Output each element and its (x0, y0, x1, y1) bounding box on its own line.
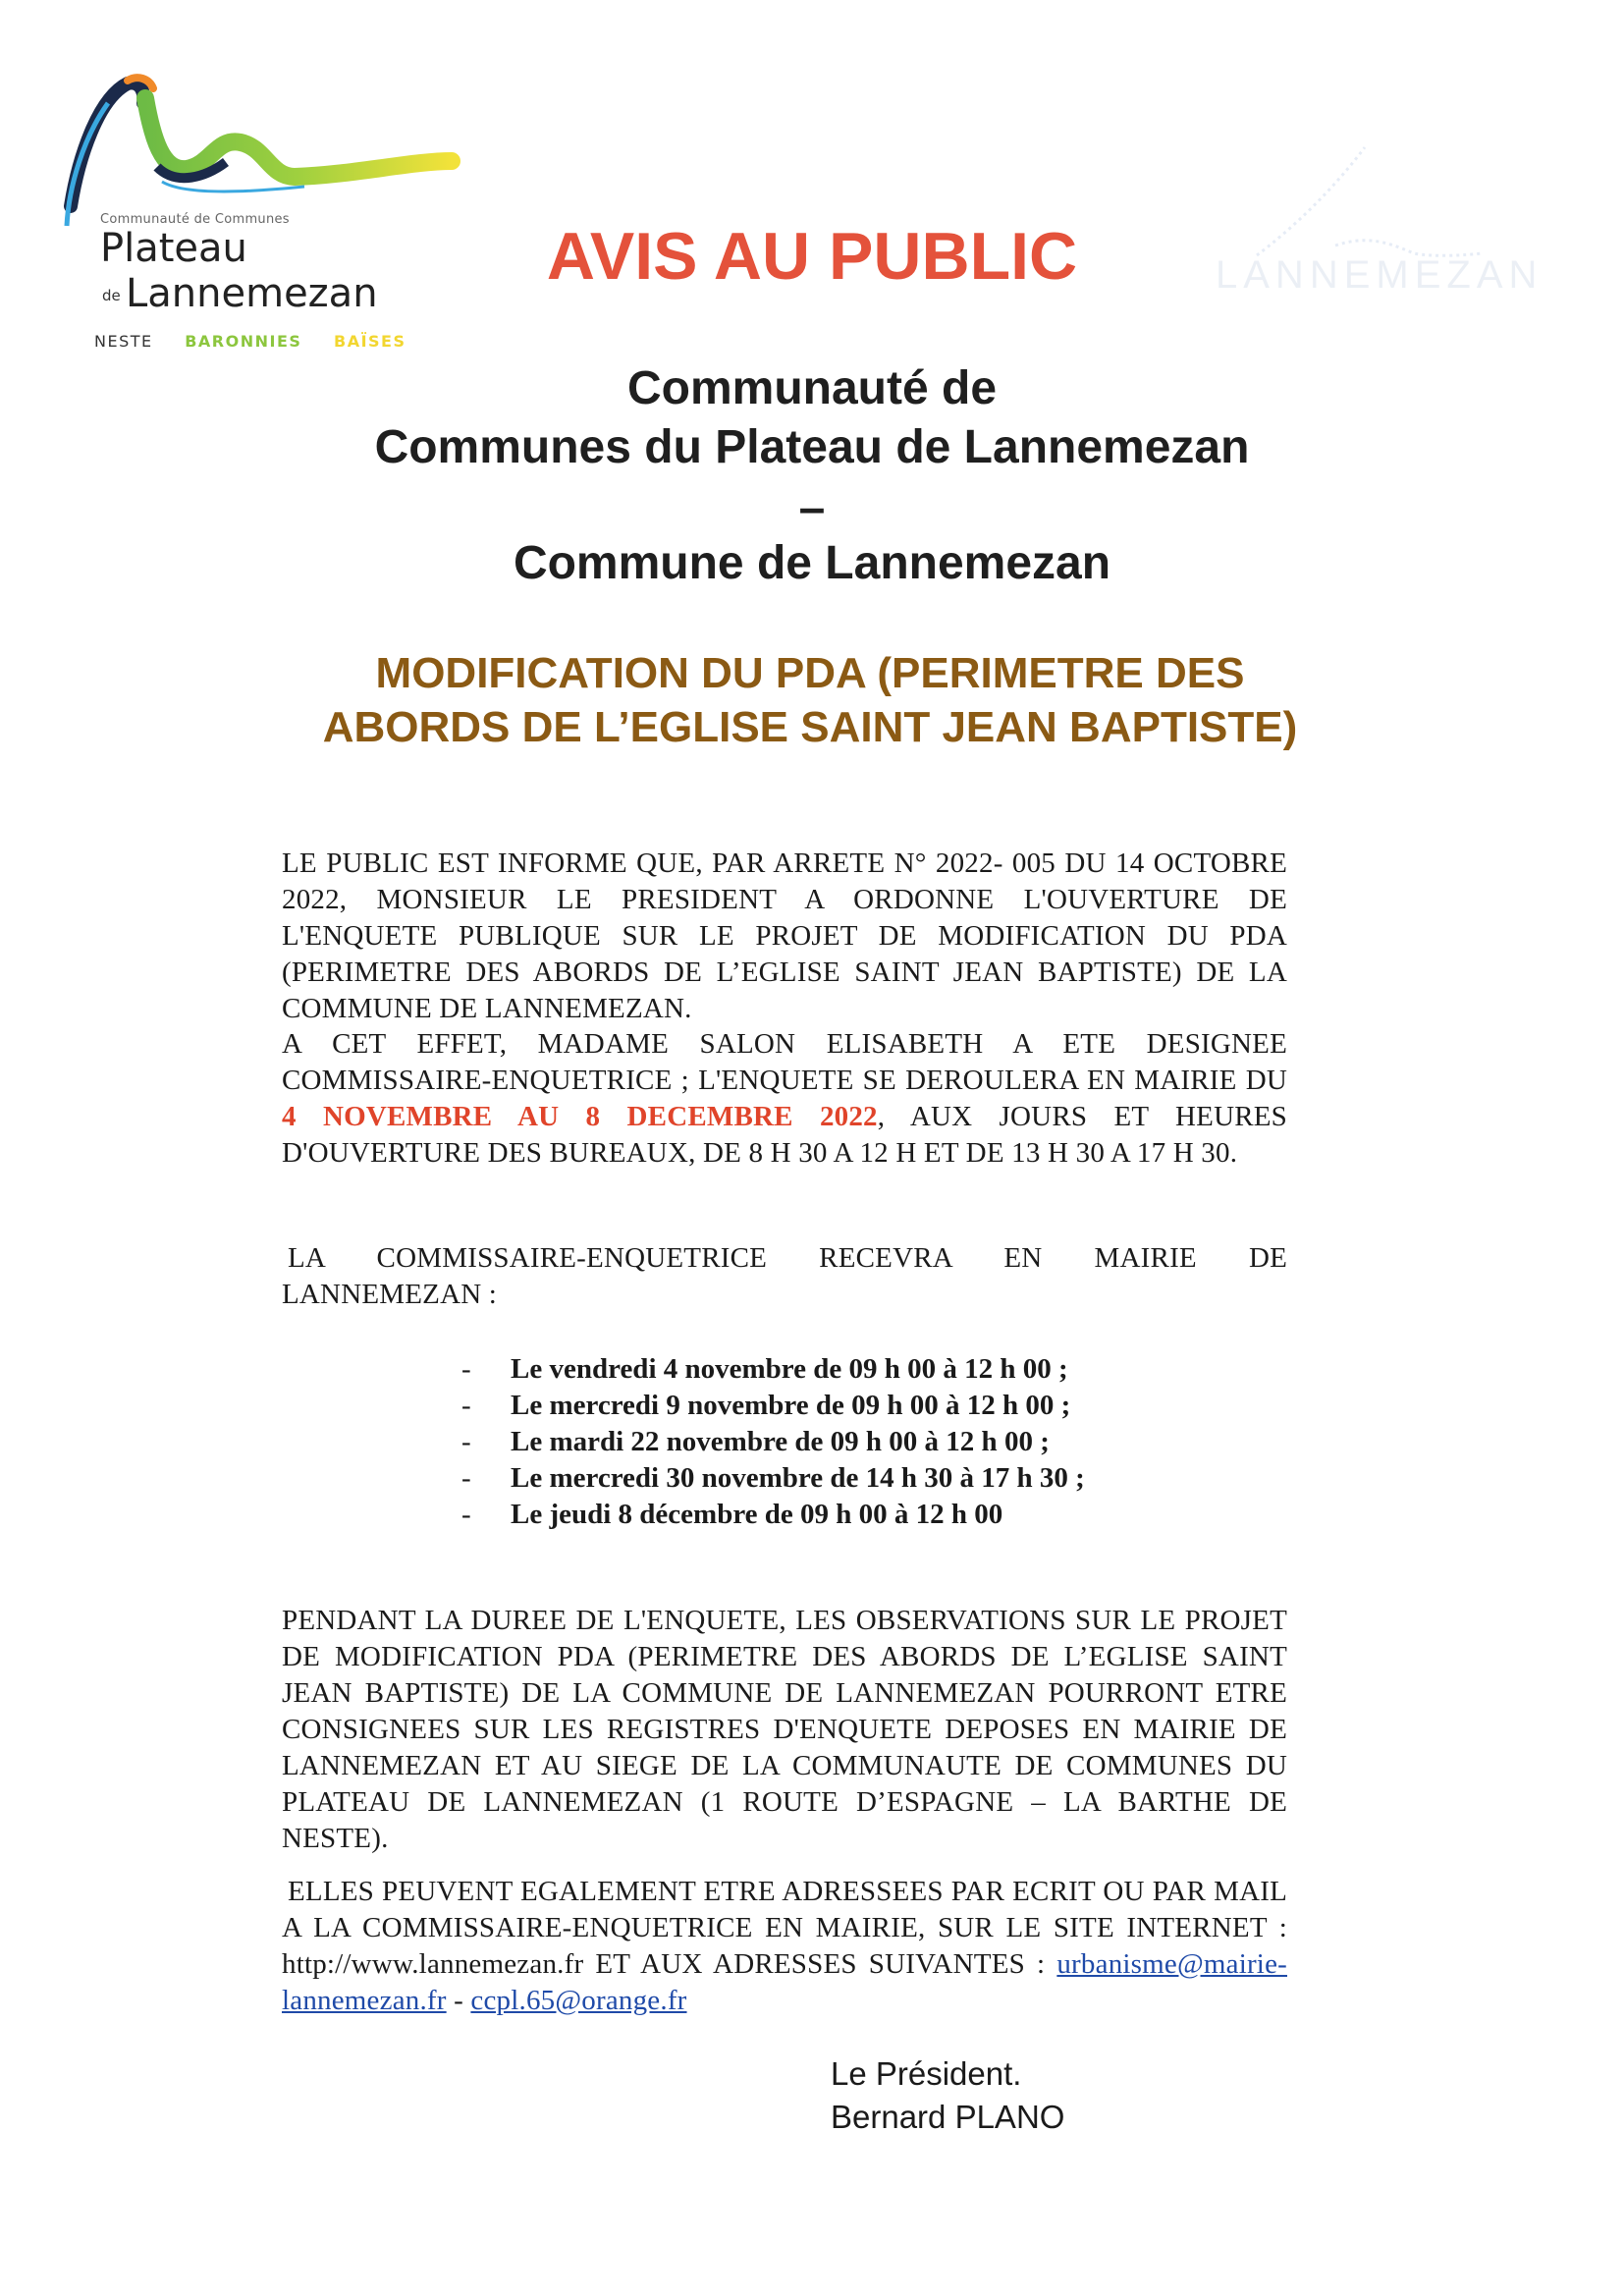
logo-tag-neste: NESTE (94, 332, 153, 351)
signature-block (831, 2052, 1064, 2139)
schedule-item (461, 1424, 1085, 1460)
paragraph-observations: PENDANT LA DUREE DE L'ENQUETE, LES OBSERVATIONS SUR LE PROJET DE MODIFICATION PDA (PERIMETRE DES ABORDS DE L’EGLISE SAINT JEAN BAPTISTE) DE LA COMMUNE DE LANNEMEZAN POURRONT ETRE CONSIGNEES SUR LES REGISTRES D'ENQUETE DEPOSES EN MAIRIE DE LANNEMEZAN ET AU SIEGE DE LA COMMUNAUTE DE COMMUNES DU PLATEAU DE LANNEMEZAN (1 ROUTE D’ESPAGNE – LA BARTHE DE NESTE). (282, 1605, 1287, 1854)
bullet-dash-icon: - (461, 1426, 471, 1457)
reception-line2: LANNEMEZAN : (282, 1279, 498, 1310)
schedule-list (461, 1351, 1085, 1533)
schedule-item (461, 1497, 1085, 1533)
bullet-dash-icon: - (461, 1462, 471, 1494)
email-link-urbanisme[interactable]: urbanisme@mairie-lannemezan.fr (282, 1948, 1287, 2016)
schedule-item-text: Le mardi 22 novembre de 09 h 00 à 12 h 00 ; (511, 1426, 1050, 1457)
logo-name-line2: Lannemezan (126, 271, 378, 316)
signature-title: Le Président. (831, 2055, 1022, 2092)
email-separator: - (446, 1985, 471, 2016)
schedule-item-text: Le jeudi 8 décembre de 09 h 00 à 12 h 00 (511, 1499, 1003, 1530)
bullet-dash-icon: - (461, 1499, 471, 1530)
reception-line1: LA COMMISSAIRE-ENQUETRICE RECEVRA EN MAIRIE DE (288, 1242, 1287, 1274)
organization-separator: – (798, 482, 826, 534)
bullet-dash-icon: - (461, 1353, 471, 1385)
schedule-item (461, 1351, 1085, 1388)
paragraph-contact (282, 1874, 1287, 2019)
paragraph-inquiry-text-after: , AUX JOURS ET HEURES D'OUVERTURE DES BUREAUX, DE 8 H 30 A 12 H ET DE 13 H 30 A 17 H 30. (282, 1101, 1287, 1169)
notice-title: AVIS AU PUBLIC (546, 219, 1078, 294)
schedule-item (461, 1460, 1085, 1497)
schedule-item-text: Le vendredi 4 novembre de 09 h 00 à 12 h 00 ; (511, 1353, 1068, 1385)
logo-name-line1: Plateau (100, 226, 247, 271)
signature-name: Bernard PLANO (831, 2099, 1065, 2135)
logo-tag-baronnies: BARONNIES (185, 332, 302, 351)
bullet-dash-icon: - (461, 1390, 471, 1421)
organization-line1: Communauté de (626, 362, 998, 414)
email-link-ccpl[interactable]: ccpl.65@orange.fr (470, 1985, 687, 2016)
organization-line2: Communes du Plateau de Lannemezan (374, 421, 1250, 473)
schedule-item-text: Le mercredi 9 novembre de 09 h 00 à 12 h 00 ; (511, 1390, 1071, 1421)
schedule-item (461, 1388, 1085, 1424)
subject-heading: MODIFICATION DU PDA (PERIMETRE DES ABORDS DE L’EGLISE SAINT JEAN BAPTISTE) (322, 649, 1298, 751)
schedule-item-text: Le mercredi 30 novembre de 14 h 30 à 17 h 30 ; (511, 1462, 1085, 1494)
organization-line3: Commune de Lannemezan (513, 537, 1111, 589)
logo-subtitle: Communauté de Communes (100, 212, 290, 227)
logo-plateau-de-lannemezan (59, 59, 471, 373)
paragraph-reception (282, 1240, 1287, 1313)
watermark-text: LANNEMEZAN (1216, 253, 1543, 297)
logo-name-de: de (102, 287, 121, 304)
inquiry-date-range: 4 NOVEMBRE AU 8 DECEMBRE 2022 (282, 1101, 878, 1132)
contact-text: ELLES PEUVENT EGALEMENT ETRE ADRESSEES PAR ECRIT OU PAR MAIL A LA COMMISSAIRE-ENQUETRICE EN MAIRIE, SUR LE SITE INTERNET : http://www.lannemezan.fr ET AUX ADRESSES SUIVANTES : (282, 1876, 1287, 1980)
logo-tag-baises: BAÏSES (334, 332, 406, 351)
paragraph-decree: LE PUBLIC EST INFORME QUE, PAR ARRETE N° 2022- 005 DU 14 OCTOBRE 2022, MONSIEUR LE PRESIDENT A ORDONNE L'OUVERTURE DE L'ENQUETE PUBLIQUE SUR LE PROJET DE MODIFICATION DU PDA (PERIMETRE DES ABORDS DE L’EGLISE SAINT JEAN BAPTISTE) DE LA COMMUNE DE LANNEMEZAN. (282, 847, 1287, 1024)
paragraph-inquiry-text-before: A CET EFFET, MADAME SALON ELISABETH A ETE DESIGNEE COMMISSAIRE-ENQUETRICE ; L'ENQUETE SE DEROULERA EN MAIRIE DU (282, 1028, 1287, 1096)
paragraph-inquiry-dates (282, 1026, 1287, 1172)
logo-tags (94, 332, 406, 351)
